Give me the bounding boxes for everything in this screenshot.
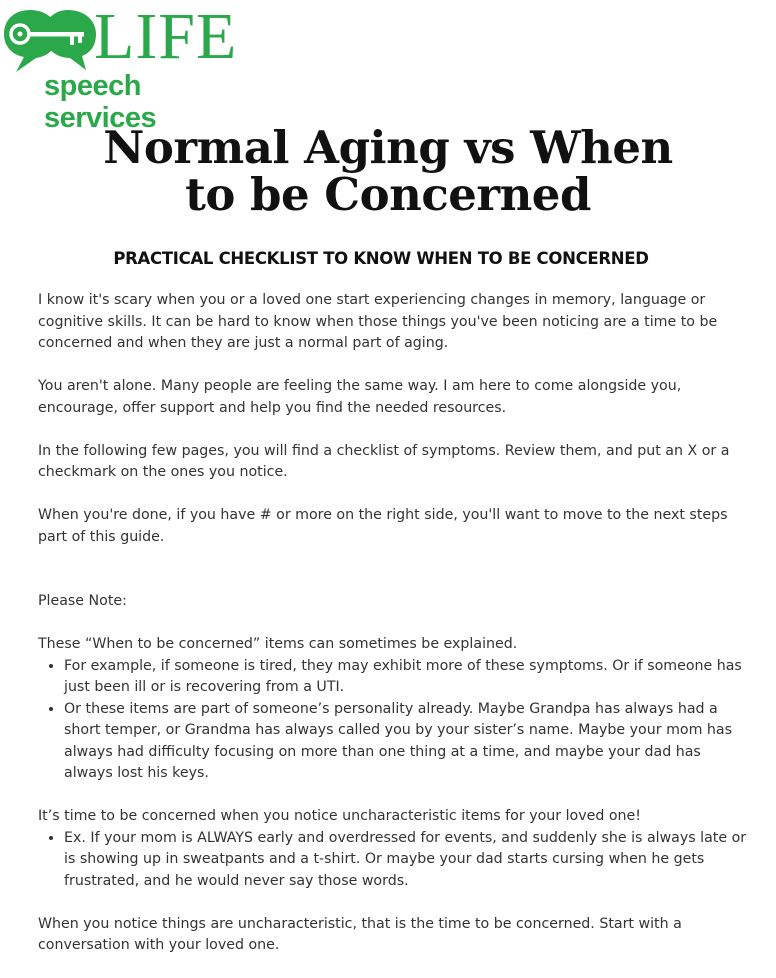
list-item: • Or these items are part of someone’s personality already. Maybe Grandpa has always had a short temper, or Grandma has always called you by your sister’s name. Maybe your mom has always had difficulty focusing on more than one thing at a time, and maybe your dad has always lost his keys. [64,699,750,785]
explained-list [38,656,750,785]
closing-paragraph: When you notice things are uncharacteristic, that is the time to be concerned. Start with a conversation with your loved one. [38,915,682,953]
explained-intro: These “When to be concerned” items can sometimes be explained. [38,636,518,652]
logo-brand: LIFE [94,0,238,73]
logo-tagline: speech services [44,70,157,134]
note-label: Please Note: [38,593,127,609]
logo [2,0,242,134]
intro-paragraph: I know it's scary when you or a loved one start experiencing changes in memory, language or cognitive skills. It can be hard to know when those things you've been noticing are a time to be concerned and when they are just a normal part of aging. [38,292,718,351]
page-subtitle: PRACTICAL CHECKLIST TO KNOW WHEN TO BE CONCERNED [113,249,649,268]
document-body [38,290,750,978]
page-title-line-2: to be Concerned [185,168,591,221]
list-item: • For example, if someone is tired, they may exhibit more of these symptoms. Or if someone has just been ill or is recovering from a UTI. [64,656,750,699]
done-paragraph: When you're done, if you have # or more on the right side, you'll want to move to the next steps part of this guide. [38,507,728,545]
list-item: • Ex. If your mom is ALWAYS early and overdressed for events, and suddenly she is always late or is showing up in sweatpants and a t-shirt. Or maybe your dad starts cursing when he gets frustrated, and he would never say those words. [64,828,750,893]
checklist-paragraph: In the following few pages, you will find a checklist of symptoms. Review them, and put an X or a checkmark on the ones you notice. [38,442,730,480]
page-title [0,121,776,221]
page-title-line-1: Normal Aging vs When [103,121,673,174]
uncharacteristic-intro: It’s time to be concerned when you notice uncharacteristic items for your loved one! [38,808,641,824]
uncharacteristic-list [38,828,750,893]
support-paragraph: You aren't alone. Many people are feeling the same way. I am here to come alongside you, encourage, offer support and help you find the needed resources. [38,378,682,416]
